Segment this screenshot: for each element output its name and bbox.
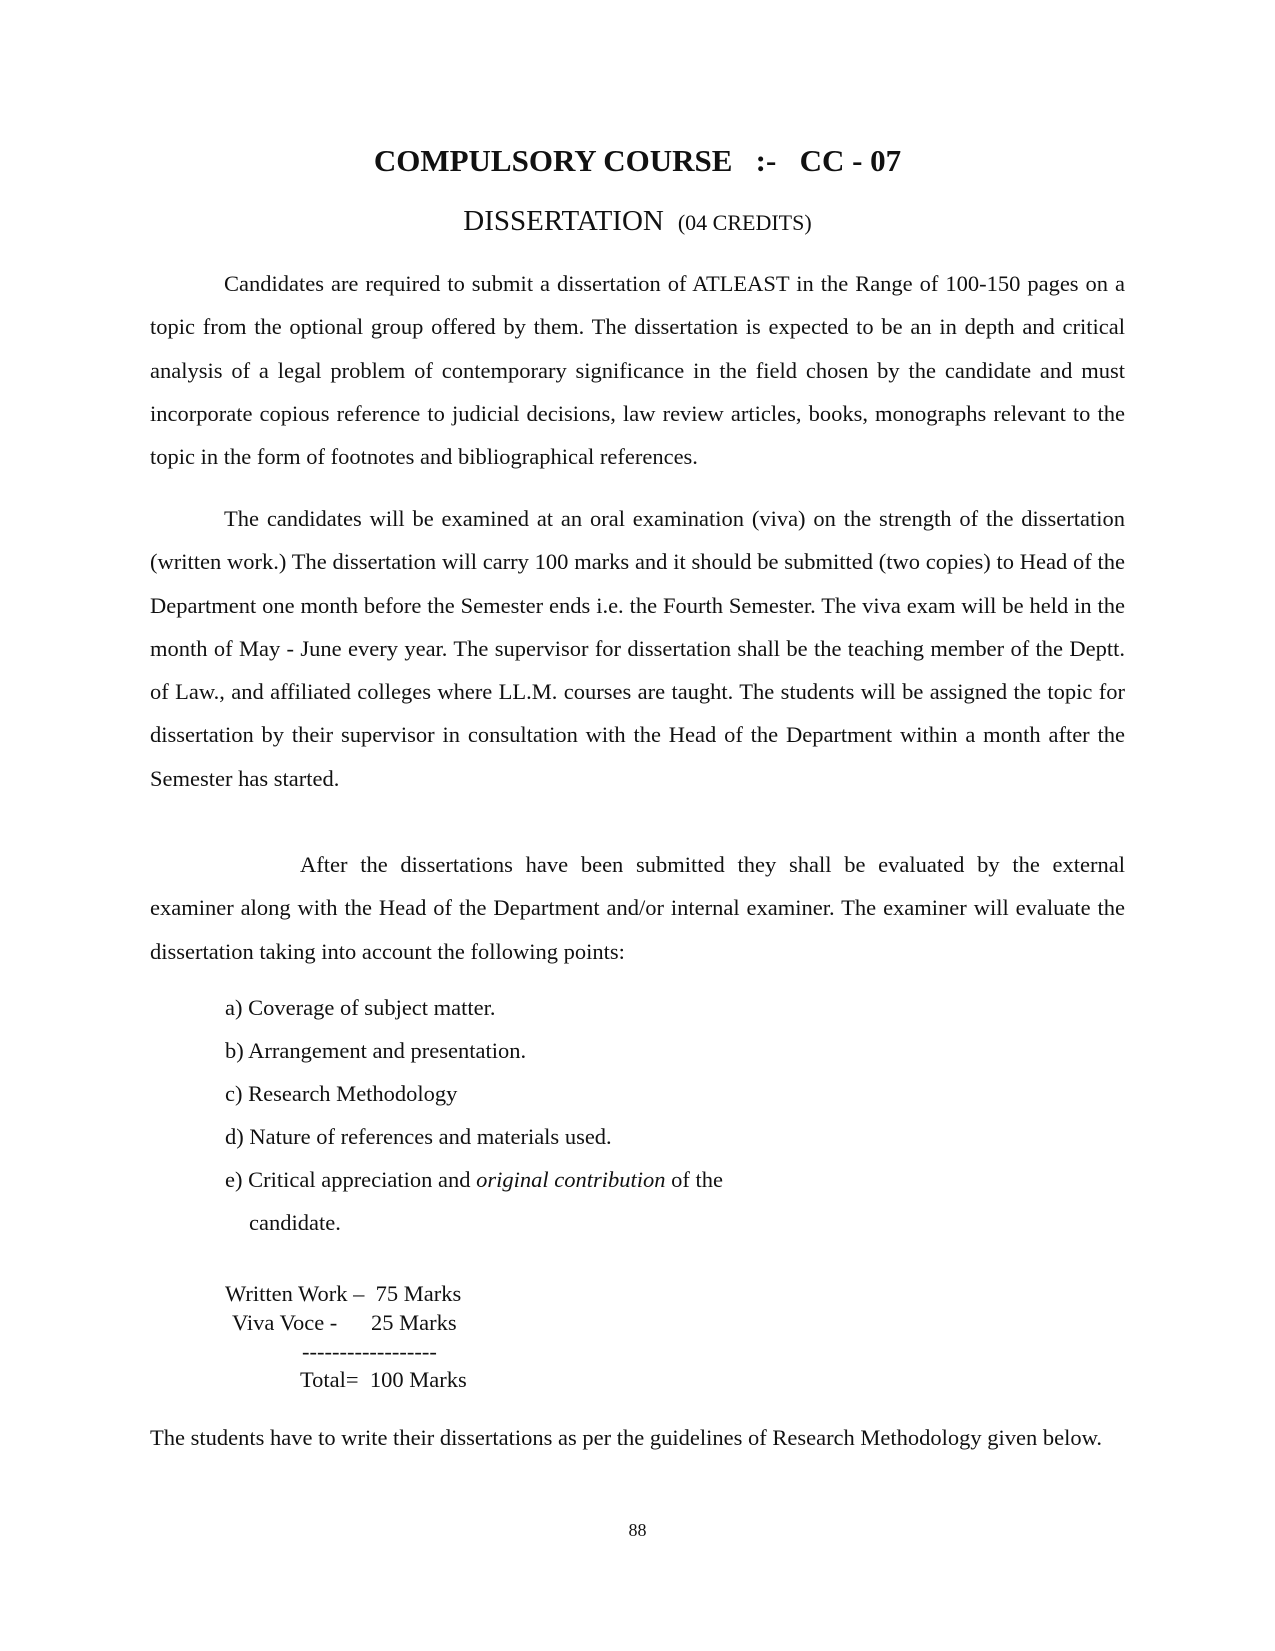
page-title: COMPULSORY COURSE :- CC - 07	[373, 143, 902, 178]
point-e-suffix: of the	[665, 1167, 724, 1192]
evaluation-points-list	[225, 986, 723, 1244]
point-e-continuation: candidate.	[249, 1210, 341, 1235]
list-item: b) Arrangement and presentation.	[225, 1038, 527, 1063]
point-e-emphasis: original contribution	[476, 1167, 666, 1192]
list-item: c) Research Methodology	[225, 1081, 458, 1106]
paragraph-2: The candidates will be examined at an oral examination (viva) on the strength of the dissertation (written work.) The dissertation will carry 100 marks and it should be submitted (two copies) to Head of the Department one month before the Semester ends i.e. the Fourth Semester. The viva exam will be held in the month of May - June every year. The supervisor for dissertation shall be the teaching member of the Deptt. of Law., and affiliated colleges where LL.M. courses are taught. The students will be assigned the topic for dissertation by their supervisor in consultation with the Head of the Department within a month after the Semester has started.	[150, 506, 1125, 791]
list-item: d) Nature of references and materials used.	[225, 1124, 612, 1149]
total-marks: Total= 100 Marks	[300, 1367, 467, 1392]
page-number: 88	[628, 1520, 647, 1540]
closing-paragraph: The students have to write their dissertations as per the guidelines of Research Methodology given below.	[150, 1425, 1103, 1450]
paragraph-1: Candidates are required to submit a dissertation of ATLEAST in the Range of 100-150 pages on a topic from the optional group offered by them. The dissertation is expected to be an in depth and critical analysis of a legal problem of contemporary significance in the field chosen by the candidate and must incorporate copious reference to judicial decisions, law review articles, books, monographs relevant to the topic in the form of footnotes and bibliographical references.	[150, 271, 1125, 470]
viva-voce-marks: Viva Voce - 25 Marks	[232, 1310, 457, 1335]
credits-label: (04 CREDITS)	[677, 210, 812, 235]
list-item	[225, 1158, 723, 1244]
point-e-prefix: e) Critical appreciation and	[225, 1167, 477, 1192]
written-work-marks: Written Work – 75 Marks	[225, 1281, 462, 1306]
paragraph-3: After the dissertations have been submitted they shall be evaluated by the external examiner along with the Head of the Department and/or internal examiner. The examiner will evaluate the dissertation taking into account the following points:	[150, 852, 1125, 964]
marks-separator: ------------------	[302, 1339, 437, 1364]
marks-breakdown	[225, 1279, 467, 1394]
subtitle-text: DISSERTATION	[463, 205, 664, 237]
page-subtitle	[0, 205, 1275, 238]
list-item: a) Coverage of subject matter.	[225, 995, 496, 1020]
